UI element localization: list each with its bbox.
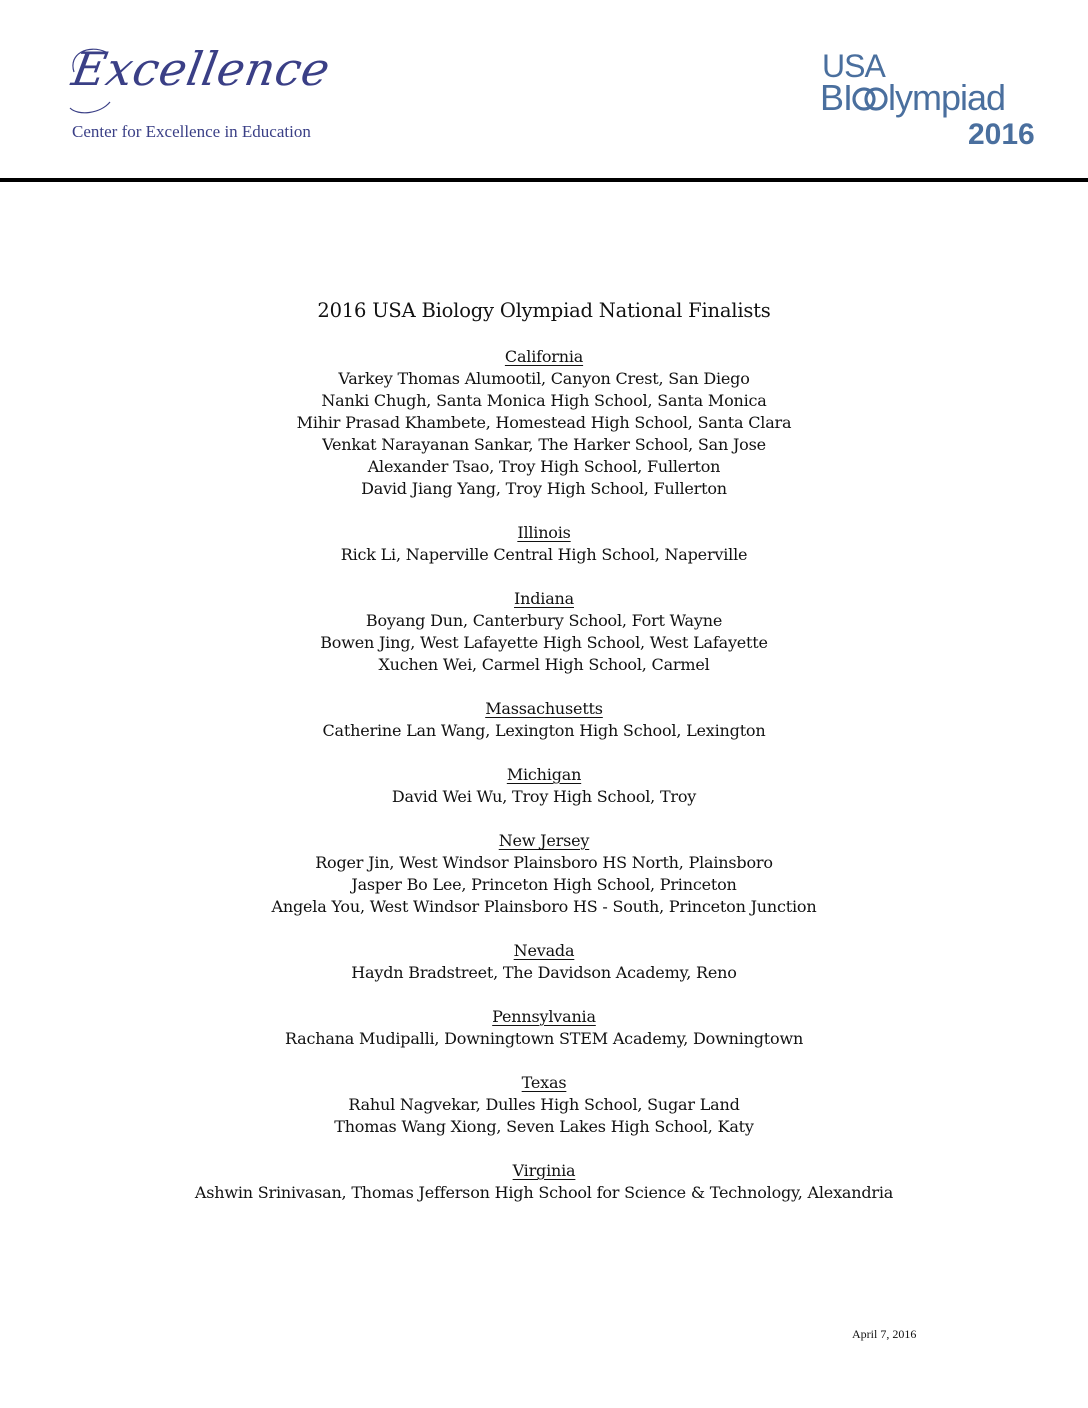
state-heading: Illinois	[517, 523, 571, 542]
state-section	[0, 830, 1088, 918]
state-heading: New Jersey	[498, 831, 590, 850]
state-heading: Virginia	[512, 1161, 576, 1180]
usabo-logo-usa: USA	[822, 48, 885, 84]
finalist-entry: Catherine Lan Wang, Lexington High School, Lexington	[322, 721, 766, 740]
state-heading: Indiana	[514, 589, 574, 608]
excellence-wordmark: Excellence	[68, 42, 335, 96]
state-section	[0, 522, 1088, 566]
page-header	[0, 0, 1088, 182]
usabo-logo-wordmark	[820, 77, 1006, 120]
usabo-logo-year: 2016	[968, 118, 1035, 151]
header-divider	[0, 178, 1088, 182]
finalist-entry: Mihir Prasad Khambete, Homestead High School, Santa Clara	[296, 413, 792, 432]
olympic-rings-icon	[852, 84, 888, 114]
finalist-entry: Varkey Thomas Alumootil, Canyon Crest, San Diego	[338, 369, 750, 388]
finalist-entry: Thomas Wang Xiong, Seven Lakes High School, Katy	[334, 1117, 754, 1136]
state-heading: Michigan	[506, 765, 582, 784]
state-section	[0, 764, 1088, 808]
state-section	[0, 346, 1088, 500]
usabo-logo-bio: BI	[820, 77, 853, 118]
finalist-entry: Bowen Jing, West Lafayette High School, West Lafayette	[320, 633, 768, 652]
finalist-entry: Ashwin Srinivasan, Thomas Jefferson High School for Science & Technology, Alexandria	[194, 1183, 894, 1202]
state-heading: California	[504, 347, 584, 366]
finalist-entry: Roger Jin, West Windsor Plainsboro HS North, Plainsboro	[315, 853, 773, 872]
finalist-entry: Jasper Bo Lee, Princeton High School, Princeton	[351, 875, 737, 894]
state-section	[0, 588, 1088, 676]
state-heading: Texas	[521, 1073, 567, 1092]
finalist-entry: Venkat Narayanan Sankar, The Harker School, San Jose	[322, 435, 766, 454]
state-list	[0, 346, 1088, 1204]
finalists-document	[0, 296, 1088, 1226]
state-heading: Massachusetts	[485, 699, 603, 718]
finalist-entry: Nanki Chugh, Santa Monica High School, Santa Monica	[321, 391, 767, 410]
state-section	[0, 940, 1088, 984]
finalist-entry: Xuchen Wei, Carmel High School, Carmel	[378, 655, 710, 674]
finalist-entry: Angela You, West Windsor Plainsboro HS - South, Princeton Junction	[271, 897, 817, 916]
finalist-entry: Boyang Dun, Canterbury School, Fort Wayne	[365, 611, 723, 630]
finalist-entry: Alexander Tsao, Troy High School, Fullerton	[367, 457, 721, 476]
document-date: April 7, 2016	[852, 1327, 917, 1341]
finalist-entry: Haydn Bradstreet, The Davidson Academy, Reno	[351, 963, 737, 982]
finalist-entry: David Wei Wu, Troy High School, Troy	[391, 787, 697, 806]
state-section	[0, 1160, 1088, 1204]
state-section	[0, 1072, 1088, 1138]
finalist-entry: Rick Li, Naperville Central High School, Naperville	[340, 545, 748, 564]
state-heading: Pennsylvania	[492, 1007, 596, 1026]
cee-logo	[66, 42, 366, 152]
state-section	[0, 1006, 1088, 1050]
usabo-logo	[818, 50, 1048, 160]
document-title: 2016 USA Biology Olympiad National Finalists	[317, 299, 771, 322]
finalist-entry: Rahul Nagvekar, Dulles High School, Sugar Land	[348, 1095, 740, 1114]
state-heading: Nevada	[513, 941, 575, 960]
finalist-entry: Rachana Mudipalli, Downingtown STEM Academy, Downingtown	[284, 1029, 804, 1048]
finalist-entry: David Jiang Yang, Troy High School, Fullerton	[361, 479, 727, 498]
usabo-logo-olympiad: lympiad	[888, 77, 1006, 118]
cee-caption: Center for Excellence in Education	[72, 122, 311, 141]
state-section	[0, 698, 1088, 742]
